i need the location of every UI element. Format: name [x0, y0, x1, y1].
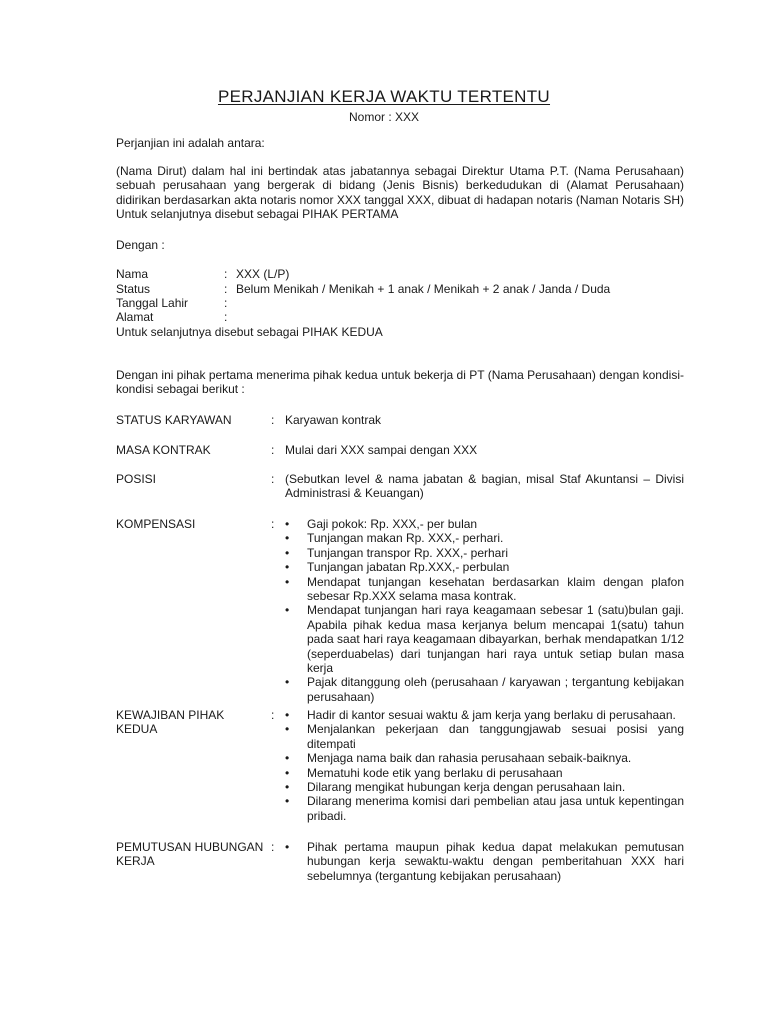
list-item-text: Dilarang menerima komisi dari pembelian atau jasa untuk kepentingan pribadi. — [307, 794, 684, 823]
bullet-icon: • — [285, 708, 290, 722]
bullet-icon: • — [285, 751, 290, 766]
term-label-masa-kontrak: MASA KONTRAK — [116, 443, 211, 457]
list-item — [285, 546, 684, 560]
section-label-pemutusan: PEMUTUSAN HUBUNGAN KERJA — [116, 840, 264, 869]
bullet-icon: • — [285, 531, 290, 546]
list-item — [285, 751, 684, 765]
document-title: PERJANJIAN KERJA WAKTU TERTENTU — [217, 87, 551, 106]
bullet-icon: • — [285, 765, 290, 780]
list-item-text: Tunjangan jabatan Rp.XXX,- perbulan — [307, 560, 510, 575]
bullet-icon: • — [285, 517, 290, 531]
term-colon: : — [271, 443, 275, 457]
field-colon: : — [224, 310, 228, 324]
term-label-posisi: POSISI — [116, 472, 157, 486]
term-colon: : — [271, 413, 275, 427]
list-item-text: Menjaga nama baik dan rahasia perusahaan sebaik-baiknya. — [307, 751, 632, 766]
list-item — [285, 766, 684, 780]
list-item — [285, 780, 684, 794]
bullet-icon: • — [285, 675, 290, 690]
list-item-text: Menjalankan pekerjaan dan tanggungjawab sesuai posisi yang ditempati — [307, 722, 684, 751]
section-label-kewajiban: KEWAJIBAN PIHAK KEDUA — [116, 708, 225, 737]
list-item — [285, 708, 684, 722]
bullet-icon: • — [285, 545, 290, 560]
list-item — [285, 531, 684, 545]
kompensasi-list — [285, 517, 684, 704]
section-colon: : — [271, 517, 275, 531]
field-label-tanggal-lahir: Tanggal Lahir — [116, 296, 189, 310]
dengan-label: Dengan : — [116, 238, 165, 252]
list-item-text: Mematuhi kode etik yang berlaku di perusahaan — [307, 765, 563, 780]
bullet-icon: • — [285, 780, 290, 795]
list-item — [285, 794, 684, 823]
list-item — [285, 560, 684, 574]
document-number: Nomor : XXX — [348, 110, 420, 124]
field-colon: : — [224, 282, 228, 296]
term-value-masa-kontrak: Mulai dari XXX sampai dengan XXX — [285, 443, 478, 457]
list-item-text: Hadir di kantor sesuai waktu & jam kerja yang berlaku di perusahaan. — [307, 708, 676, 722]
list-item — [285, 603, 684, 675]
list-item-text: Tunjangan transpor Rp. XXX,- perhari — [307, 545, 508, 560]
list-item — [285, 722, 684, 751]
bullet-icon: • — [285, 574, 290, 589]
list-item-text: Tunjangan makan Rp. XXX,- perhari. — [307, 531, 504, 546]
list-item-text: Pihak pertama maupun pihak kedua dapat melakukan pemutusan hubungan kerja sewaktu-waktu dengan pemberitahuan XXX hari sebelumnya (tergantung kebijakan perusahaan) — [307, 840, 684, 883]
term-colon: : — [271, 472, 275, 486]
list-item-text: Mendapat tunjangan hari raya keagamaan sebesar 1 (satu)bulan gaji. Apabila pihak kedua masa kerjanya belum mencapai 1(satu) tahun pada saat hari raya keagamaan dibayarkan, berhak mendapatkan 1/12 (seperduabelas) dari tunjangan hari raya untuk setiap bulan masa kerja — [307, 603, 684, 676]
bullet-icon: • — [285, 603, 290, 618]
list-item-text: Mendapat tunjangan kesehatan berdasarkan klaim dengan plafon sebesar Rp.XXX selama masa kontrak. — [307, 574, 684, 604]
field-colon: : — [224, 296, 228, 310]
field-colon: : — [224, 267, 228, 281]
list-item-text: Pajak ditanggung oleh (perusahaan / karyawan ; tergantung kebijakan perusahaan) — [307, 675, 684, 704]
list-item-text: Dilarang mengikat hubungan kerja dengan perusahaan lain. — [307, 780, 626, 795]
bullet-icon: • — [285, 840, 290, 854]
field-label-nama: Nama — [116, 267, 149, 281]
field-value-nama: XXX (L/P) — [236, 267, 290, 281]
party-one-paragraph: (Nama Dirut) dalam hal ini bertindak atas jabatannya sebagai Direktur Utama P.T. (Nama Perusahaan) sebuah perusahaan yang bergerak di bidang (Jenis Bisnis) berkedudukan di (Alamat Perusahaan) didirikan berdasarkan akta notaris nomor XXX tanggal XXX, dibuat di hadapan notaris (Naman Notaris SH) Untuk selanjutnya disebut sebagai PIHAK PERTAMA — [116, 164, 684, 222]
field-label-alamat: Alamat — [116, 310, 154, 324]
list-item — [285, 675, 684, 704]
term-value-status-karyawan: Karyawan kontrak — [285, 413, 382, 427]
intro-line: Perjanjian ini adalah antara: — [116, 136, 265, 150]
field-label-status: Status — [116, 282, 151, 296]
section-colon: : — [271, 840, 275, 854]
bullet-icon: • — [285, 722, 290, 737]
section-label-kompensasi: KOMPENSASI — [116, 517, 196, 531]
kewajiban-list — [285, 708, 684, 823]
agreement-intro: Dengan ini pihak pertama menerima pihak kedua untuk bekerja di PT (Nama Perusahaan) dengan kondisi-kondisi sebagai berikut : — [116, 368, 684, 397]
term-value-posisi: (Sebutkan level & nama jabatan & bagian, misal Staf Akuntansi – Divisi Administrasi & Keuangan) — [285, 472, 684, 501]
section-colon: : — [271, 708, 275, 722]
field-value-status: Belum Menikah / Menikah + 1 anak / Menikah + 2 anak / Janda / Duda — [236, 282, 611, 296]
list-item — [285, 575, 684, 604]
bullet-icon: • — [285, 794, 290, 809]
list-item-text: Gaji pokok: Rp. XXX,- per bulan — [307, 517, 478, 531]
list-item — [285, 517, 684, 531]
list-item — [285, 840, 684, 883]
pemutusan-list — [285, 840, 684, 883]
party-two-note: Untuk selanjutnya disebut sebagai PIHAK KEDUA — [116, 325, 383, 339]
bullet-icon: • — [285, 560, 290, 575]
term-label-status-karyawan: STATUS KARYAWAN — [116, 413, 232, 427]
